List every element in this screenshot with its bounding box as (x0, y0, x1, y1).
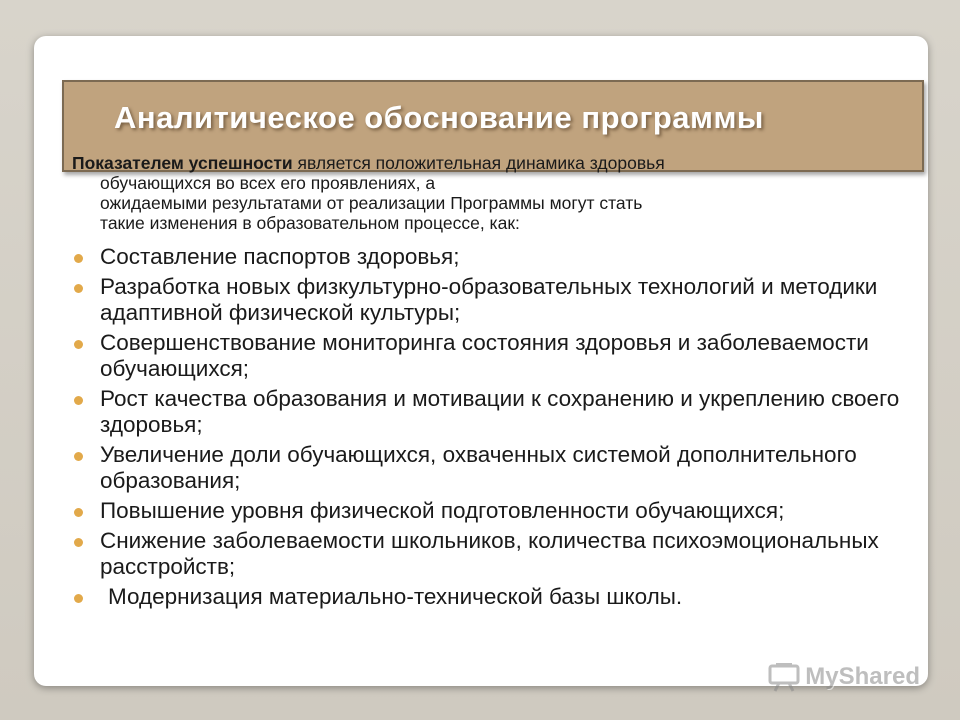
intro-text-4: такие изменения в образовательном процессе, как: (100, 213, 520, 233)
bullet-dot-icon (74, 452, 83, 461)
intro-paragraph (72, 153, 902, 233)
intro-lead: Показателем успешности (72, 153, 293, 173)
list-item: Модернизация материально-технической базы школы. (72, 584, 922, 610)
list-item: Составление паспортов здоровья; (72, 244, 922, 270)
watermark (767, 662, 920, 692)
intro-text-3: ожидаемыми результатами от реализации Программы могут стать (100, 193, 643, 213)
bullet-dot-icon (74, 254, 83, 263)
list-item: Совершенствование мониторинга состояния здоровья и заболеваемости обучающихся; (72, 330, 922, 382)
list-item: Увеличение доли обучающихся, охваченных системой дополнительного образования; (72, 442, 922, 494)
list-item: Снижение заболеваемости школьников, количества психоэмоциональных расстройств; (72, 528, 922, 580)
list-item: Разработка новых физкультурно-образовательных технологий и методики адаптивной физической культуры; (72, 274, 922, 326)
slide-title: Аналитическое обоснование программы (114, 100, 764, 135)
watermark-text: MyShared (805, 663, 920, 690)
bullet-dot-icon (74, 538, 83, 547)
intro-text-2: обучающихся во всех его проявлениях, а (100, 173, 436, 193)
list-item: Повышение уровня физической подготовленности обучающихся; (72, 498, 922, 524)
intro-text-1: является положительная динамика здоровья (292, 153, 665, 173)
bullet-dot-icon (74, 340, 83, 349)
bullet-dot-icon (74, 284, 83, 293)
bullet-dot-icon (74, 396, 83, 405)
bullet-dot-icon (74, 508, 83, 517)
bullet-dot-icon (74, 594, 83, 603)
list-item: Рост качества образования и мотивации к сохранению и укреплению своего здоровья; (72, 386, 922, 438)
bullet-list (72, 244, 922, 614)
presentation-board-icon (767, 662, 801, 692)
